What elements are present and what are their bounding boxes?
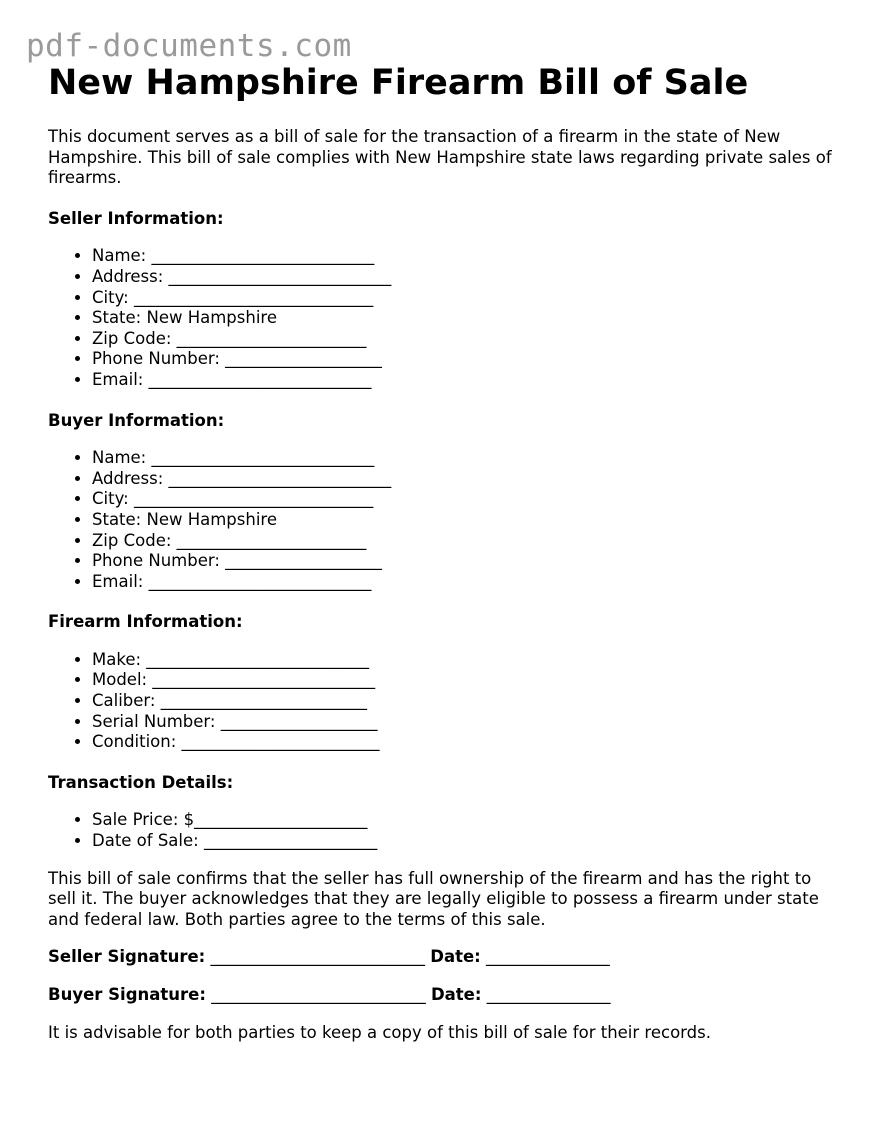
firearm-make-field: • Make: ___________________________ <box>92 650 838 671</box>
buyer-signature-blank: __________________________ <box>211 985 426 1004</box>
buyer-signature-label: Buyer Signature: <box>48 985 206 1004</box>
intro-paragraph: This document serves as a bill of sale for the transaction of a firearm in the state of New Hampshire. This bill of sale complies with New Hampshire state laws regarding private sales of firearms. <box>48 127 832 188</box>
buyer-date-label: Date: <box>430 985 482 1004</box>
firearm-model-field: • Model: ___________________________ <box>92 670 838 691</box>
firearm-heading: Firearm Information: <box>48 612 243 632</box>
buyer-date-blank: _______________ <box>486 985 611 1004</box>
buyer-signature-line <box>48 985 838 1006</box>
seller-city-field: • City: _____________________________ <box>92 288 838 309</box>
seller-date-label: Date: <box>430 947 481 967</box>
sale-date-field: • Date of Sale: _____________________ <box>92 831 838 852</box>
seller-address-field: • Address: ___________________________ <box>92 267 838 288</box>
firearm-list <box>48 650 838 753</box>
page-title: New Hampshire Firearm Bill of Sale <box>48 63 749 103</box>
transaction-heading: Transaction Details: <box>48 772 234 792</box>
buyer-city-field: • City: _____________________________ <box>92 489 838 510</box>
buyer-state-field: • State: New Hampshire <box>92 510 838 531</box>
transaction-list <box>48 810 838 851</box>
buyer-email-field: • Email: ___________________________ <box>92 572 838 593</box>
seller-heading: Seller Information: <box>48 208 224 228</box>
firearm-serial-field: • Serial Number: ___________________ <box>92 712 838 733</box>
seller-name-field: • Name: ___________________________ <box>92 246 838 267</box>
seller-signature-line <box>48 947 838 968</box>
buyer-name-field: • Name: ___________________________ <box>92 448 838 469</box>
firearm-caliber-field: • Caliber: _________________________ <box>92 691 838 712</box>
buyer-zip-field: • Zip Code: _______________________ <box>92 531 838 552</box>
buyer-heading: Buyer Information: <box>48 410 225 430</box>
buyer-phone-field: • Phone Number: ___________________ <box>92 551 838 572</box>
sale-price-field: • Sale Price: $_____________________ <box>92 810 838 831</box>
seller-email-field: • Email: ___________________________ <box>92 370 838 391</box>
seller-state-field: • State: New Hampshire <box>92 308 838 329</box>
seller-date-blank: _______________ <box>486 947 610 967</box>
buyer-list <box>48 448 838 592</box>
seller-signature-blank: __________________________ <box>210 947 425 967</box>
seller-list <box>48 246 838 390</box>
seller-signature-label: Seller Signature: <box>48 947 206 967</box>
seller-phone-field: • Phone Number: ___________________ <box>92 349 838 370</box>
watermark: pdf-documents.com <box>26 28 352 64</box>
seller-zip-field: • Zip Code: _______________________ <box>92 329 838 350</box>
closing-paragraph: This bill of sale confirms that the seller has full ownership of the firearm and has the right to sell it. The buyer acknowledges that they are legally eligible to possess a firearm under state and federal law. Both parties agree to the terms of this sale. <box>48 868 819 929</box>
advisory-paragraph: It is advisable for both parties to keep a copy of this bill of sale for their records. <box>48 1022 711 1042</box>
document <box>48 62 838 1043</box>
firearm-condition-field: • Condition: ________________________ <box>92 732 838 753</box>
buyer-address-field: • Address: ___________________________ <box>92 469 838 490</box>
